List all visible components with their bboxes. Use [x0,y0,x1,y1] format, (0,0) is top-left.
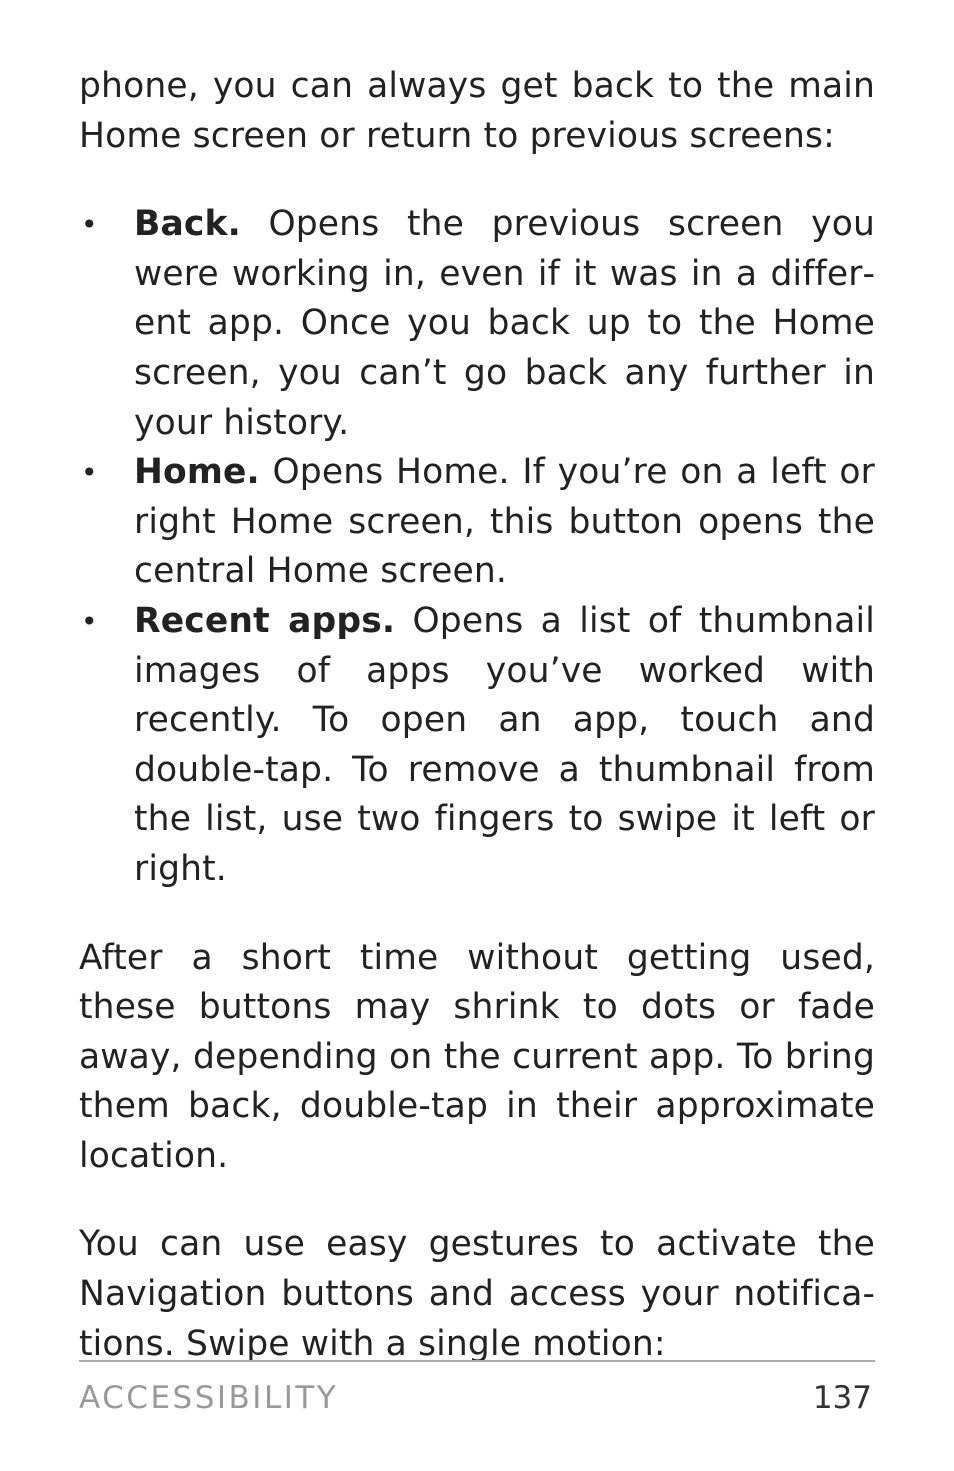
bullet-icon: • [81,604,98,638]
description-recent-apps: Opens a list of thumbnail images of apps you’ve worked with recently. To open an app, touch and double-tap. To remove a thumbnail from the list, use two fingers to swipe it left or right. [134,600,875,889]
gestures-paragraph: You can use easy gestures to activate the Navigation buttons and access your notifications. Swipe with a single motion: [79,1224,875,1364]
section-title: ACCESSIBILITY [79,1380,339,1416]
after-paragraph: After a short time without getting used, these buttons may shrink to dots or fade away, depending on the current app. To bring them back, double-tap in their approximate location. [79,937,875,1176]
description-home: Opens Home. If you’re on a left or right Home screen, this button opens the central Home screen. [134,452,875,592]
intro-paragraph: phone, you can always get back to the main Home screen or return to previous screens: [79,66,875,156]
term-recent-apps: Recent apps. [134,600,396,641]
term-home: Home. [134,452,260,493]
bullet-icon: • [81,208,98,242]
list-item-recent-apps [79,597,875,895]
page-footer [79,1360,875,1416]
description-back: Opens the previous screen you were working in, even if it was in a different app. Once you back up to the Home screen, you can’t go back any further in your history. [134,204,875,443]
list-item-back [79,200,875,448]
list-item-home [79,448,875,597]
term-back: Back. [134,204,241,245]
page-number: 137 [812,1380,872,1416]
navigation-buttons-list [79,200,875,894]
page-body [79,62,875,1369]
bullet-icon: • [81,456,98,490]
